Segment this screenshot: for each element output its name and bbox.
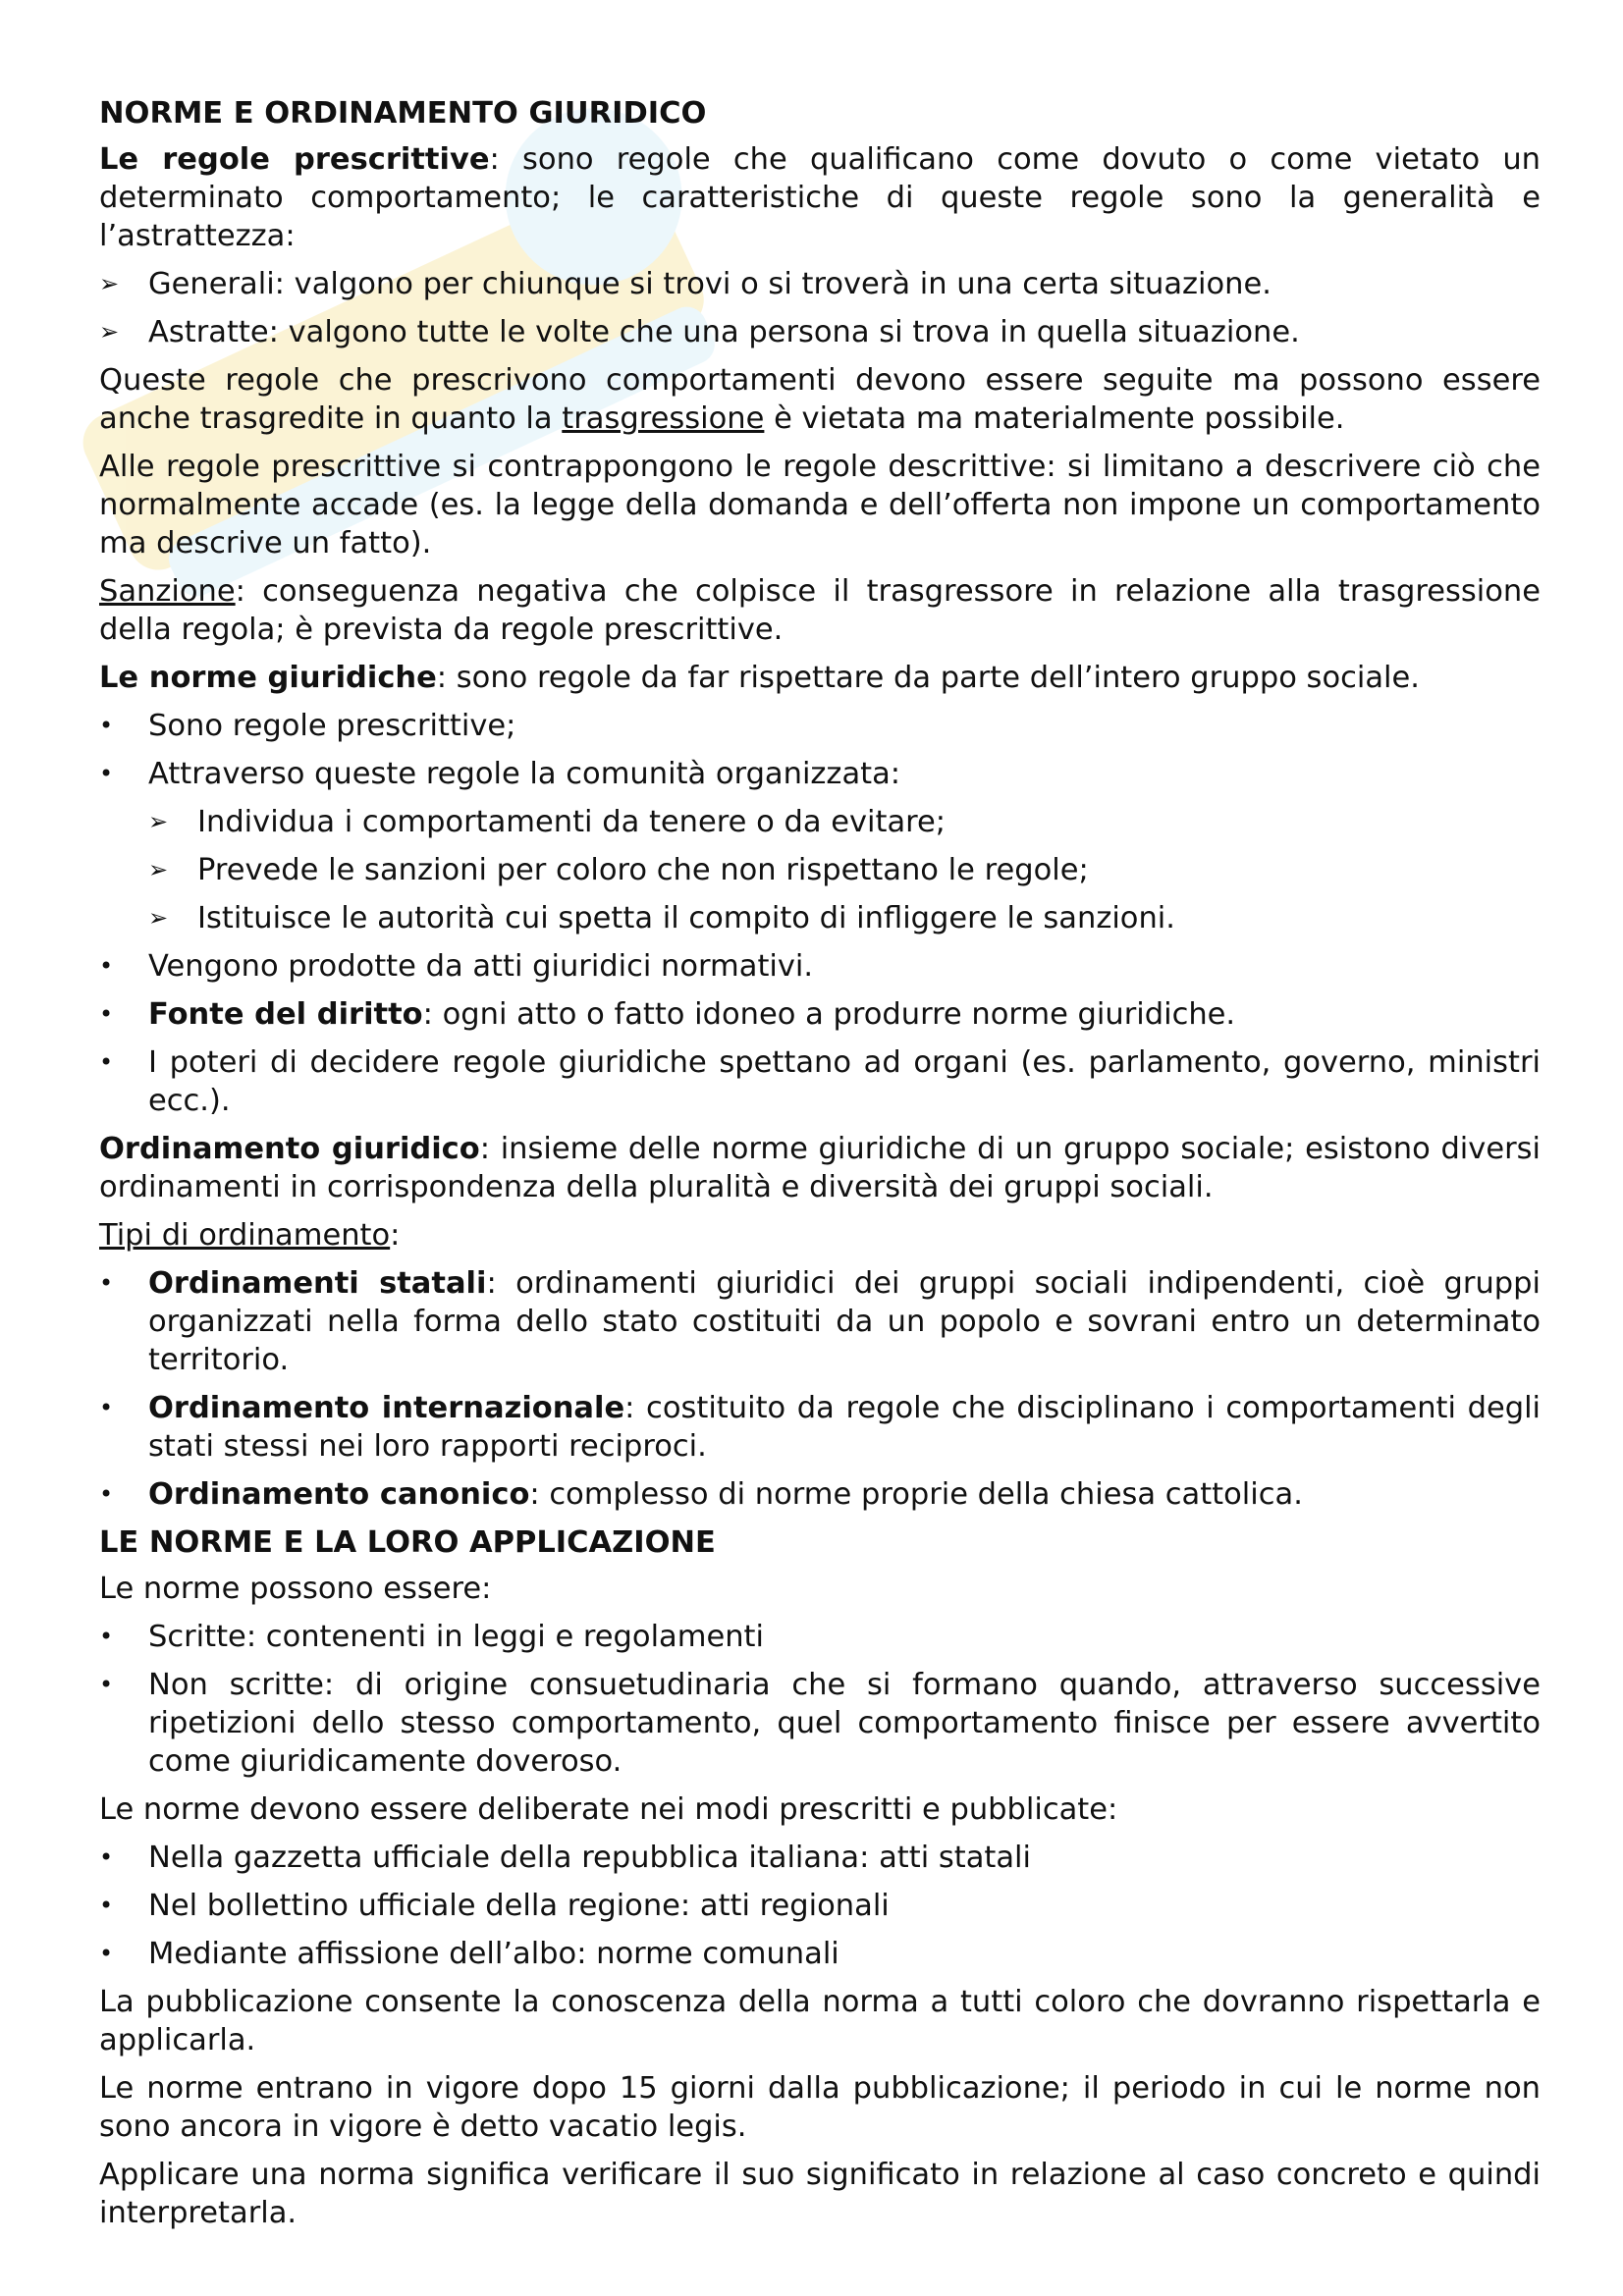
list-item-ordinamenti-statali: • Ordinamenti statali: ordinamenti giuridici dei gruppi sociali indipendenti, cioè gruppi organizzati nella forma dello stato costituiti da un popolo e sovrani entro un determinato territorio. [99,1266,1541,1377]
list-item-scritte: • Scritte: contenenti in leggi e regolamenti [99,1620,764,1654]
term-sanzione: Sanzione [99,574,236,609]
paragraph-applicare: Applicare una norma significa verificare il suo significato in relazione al caso concreto e quindi interpretarla. [99,2158,1541,2230]
list-item: • Sono regole prescrittive; [99,709,516,743]
bullet-icon: • [99,1892,114,1919]
list-item: • Vengono prodotte da atti giuridici normativi. [99,949,814,984]
list-item-bollettino: • Nel bollettino ufficiale della regione: atti regionali [99,1889,890,1923]
list-item-albo: • Mediante affissione dell’albo: norme comunali [99,1937,839,1971]
bullet-icon: • [99,1269,114,1297]
list-item: • I poteri di decidere regole giuridiche spettano ad organi (es. parlamento, governo, ministri ecc.). [99,1045,1541,1118]
list-item-fonte-diritto: • Fonte del diritto: ogni atto o fatto idoneo a produrre norme giuridiche. [99,997,1236,1032]
bullet-icon: • [99,952,114,980]
sub-list-item: ➢ Prevede le sanzioni per coloro che non rispettano le regole; [148,853,1089,887]
list-tipi-ordinamento [99,1264,1541,1514]
term-tipi-ordinamento: Tipi di ordinamento [99,1218,391,1253]
sub-list-item: ➢ Istituisce le autorità cui spetta il compito di infliggere le sanzioni. [148,901,1175,935]
arrow-bullet-icon: ➢ [148,856,169,883]
bullet-icon: • [99,1000,114,1028]
term-ordinamento-giuridico: Ordinamento giuridico [99,1132,480,1166]
document-page [99,94,1541,2242]
list-item-astratte: ➢ Astratte: valgono tutte le volte che una persona si trova in quella situazione. [99,315,1300,349]
list-item-gazzetta: • Nella gazzetta ufficiale della repubblica italiana: atti statali [99,1841,1032,1875]
sub-list-item: ➢ Individua i comportamenti da tenere o da evitare; [148,805,947,839]
paragraph-pubblicate: Le norme devono essere deliberate nei modi prescritti e pubblicate: [99,1792,1118,1827]
term-regole-prescrittive: Le regole prescrittive [99,142,490,177]
bullet-icon: • [99,1394,114,1421]
term-norme-giuridiche: Le norme giuridiche [99,661,437,695]
section-heading-norme: NORME E ORDINAMENTO GIURIDICO [99,96,707,131]
paragraph-tipi-ordinamento: Tipi di ordinamento: [99,1218,401,1253]
list-item-generali: ➢ Generali: valgono per chiunque si trovi o si troverà in una certa situazione. [99,267,1271,301]
paragraph-norme-giuridiche: Le norme giuridiche: sono regole da far rispettare da parte dell’intero gruppo sociale. [99,661,1420,695]
list-pubblicazione [99,1839,1541,1973]
list-item-non-scritte: • Non scritte: di origine consuetudinaria che si formano quando, attraverso successive ripetizioni dello stesso comportamento, quel comportamento finisce per essere avvertito come giuridicamente doveroso. [99,1668,1541,1779]
paragraph-pubblicazione: La pubblicazione consente la conoscenza della norma a tutti coloro che dovranno rispettarla e applicarla. [99,1985,1541,2057]
bullet-icon: • [99,1048,114,1076]
bullet-icon: • [99,1843,114,1871]
list-item: • Attraverso queste regole la comunità organizzata: [99,757,901,791]
bullet-icon: • [99,1623,114,1650]
arrow-bullet-icon: ➢ [99,318,120,346]
list-tipi-norme [99,1618,1541,1781]
paragraph-regole-prescrittive: Le regole prescrittive: sono regole che qualificano come dovuto o come vietato un determinato comportamento; le caratteristiche di queste regole sono la generalità e l’astrattezza: [99,142,1541,253]
paragraph-ordinamento-giuridico: Ordinamento giuridico: insieme delle norme giuridiche di un gruppo sociale; esistono diversi ordinamenti in corrispondenza della pluralità e diversità dei gruppi sociali. [99,1132,1541,1204]
section-heading-applicazione: LE NORME E LA LORO APPLICAZIONE [99,1525,716,1560]
paragraph-sanzione: Sanzione: conseguenza negativa che colpisce il trasgressore in relazione alla trasgressione della regola; è prevista da regole prescrittive. [99,574,1541,647]
arrow-bullet-icon: ➢ [148,904,169,932]
list-item-ordinamento-internazionale: • Ordinamento internazionale: costituito da regole che disciplinano i comportamenti degli stati stessi nei loro rapporti reciproci. [99,1391,1542,1464]
bullet-icon: • [99,1940,114,1967]
paragraph-trasgressione: Queste regole che prescrivono comportamenti devono essere seguite ma possono essere anche trasgredite in quanto la trasgressione è vietata ma materialmente possibile. [99,363,1541,436]
bullet-icon: • [99,1671,114,1698]
arrow-bullet-icon: ➢ [99,270,120,297]
arrow-bullet-icon: ➢ [148,808,169,835]
paragraph-norme-possono: Le norme possono essere: [99,1572,492,1606]
bullet-icon: • [99,712,114,739]
paragraph-regole-descrittive: Alle regole prescrittive si contrappongono le regole descrittive: si limitano a descrivere ciò che normalmente accade (es. la legge della domanda e dell’offerta non impone un comportamento ma descrive un fatto). [99,450,1541,561]
list-item-ordinamento-canonico: • Ordinamento canonico: complesso di norme proprie della chiesa cattolica. [99,1477,1303,1512]
list-norme-giuridiche [99,707,1541,1120]
paragraph-vacatio-legis: Le norme entrano in vigore dopo 15 giorni dalla pubblicazione; il periodo in cui le norme non sono ancora in vigore è detto vacatio legis. [99,2071,1541,2144]
list-caratteristiche [99,265,1541,351]
term-trasgressione: trasgressione [562,401,765,436]
bullet-icon: • [99,760,114,787]
bullet-icon: • [99,1480,114,1508]
